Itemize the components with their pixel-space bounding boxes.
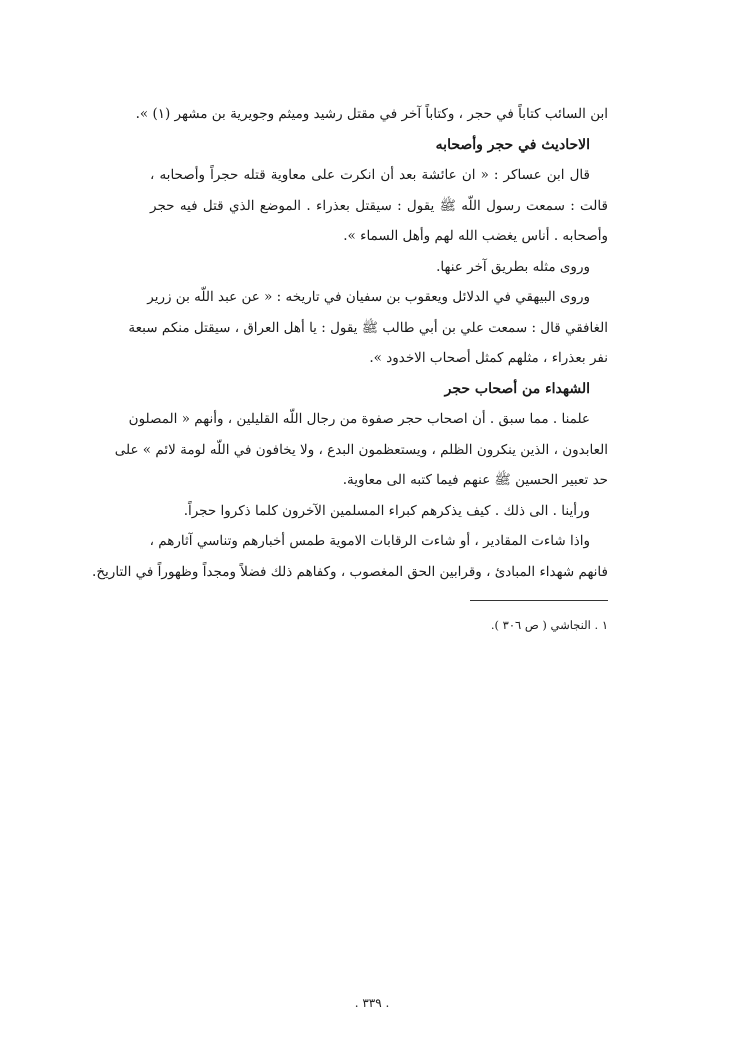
text-line: الغافقي قال : سمعت علي بن أبي طالب ﷺ يقول : يا أهل العراق ، سيقتل منكم سبعة <box>128 319 608 336</box>
text-line: قالت : سمعت رسول اللّه ﷺ يقول : سيقتل بعذراء . الموضع الذي قتل فيه حجر <box>150 197 608 214</box>
text-line: نفر بعذراء ، مثلهم كمثل أصحاب الاخدود ». <box>369 350 608 366</box>
section-heading: الاحاديث في حجر وأصحابه <box>435 136 590 153</box>
footnote-divider <box>470 600 608 601</box>
text-line: قال ابن عساكر : « ان عائشة بعد أن انكرت على معاوية قتله حجراً وأصحابه ، <box>150 167 590 183</box>
text-line: ابن السائب كتاباً في حجر ، وكتاباً آخر في مقتل رشيد وميثم وجويرية بن مشهر (١) ». <box>135 106 608 122</box>
page-number: . ٣٣٩ . <box>354 996 390 1010</box>
text-line: وأصحابه . أناس يغضب الله لهم وأهل السماء ». <box>343 228 608 244</box>
section-heading: الشهداء من أصحاب حجر <box>444 380 590 397</box>
text-line: العابدون ، الذين ينكرون الظلم ، ويستعظمون البدع ، ولا يخافون في اللّه لومة لائم » على <box>114 441 608 458</box>
text-line: ورأينا . الى ذلك . كيف يذكرهم كبراء المسلمين الآخرون كلما ذكروا حجراً. <box>183 502 590 519</box>
text-line: وروى مثله بطريق آخر عنها. <box>436 258 590 275</box>
text-line: علمنا . مما سبق . أن اصحاب حجر صفوة من رجال اللّه القليلين ، وأنهم « المصلون <box>128 411 590 427</box>
page-body <box>92 104 608 592</box>
footnote: ١ . النجاشي ( ص ٣٠٦ ). <box>490 618 608 632</box>
text-line: وروى البيهقي في الدلائل ويعقوب بن سفيان في تاريخه : « عن عبد اللّه بن زرير <box>147 289 590 305</box>
text-line: فانهم شهداء المبادئ ، وقرابين الحق المغصوب ، وكفاهم ذلك فضلاً ومجداً وظهوراً في التاريخ. <box>92 563 608 580</box>
text-line: حد تعبير الحسين ﷺ عنهم فيما كتبه الى معاوية. <box>342 472 608 488</box>
text-line: واذا شاءت المقادير ، أو شاءت الرقابات الاموية طمس أخبارهم وتناسي آثارهم ، <box>149 533 590 549</box>
